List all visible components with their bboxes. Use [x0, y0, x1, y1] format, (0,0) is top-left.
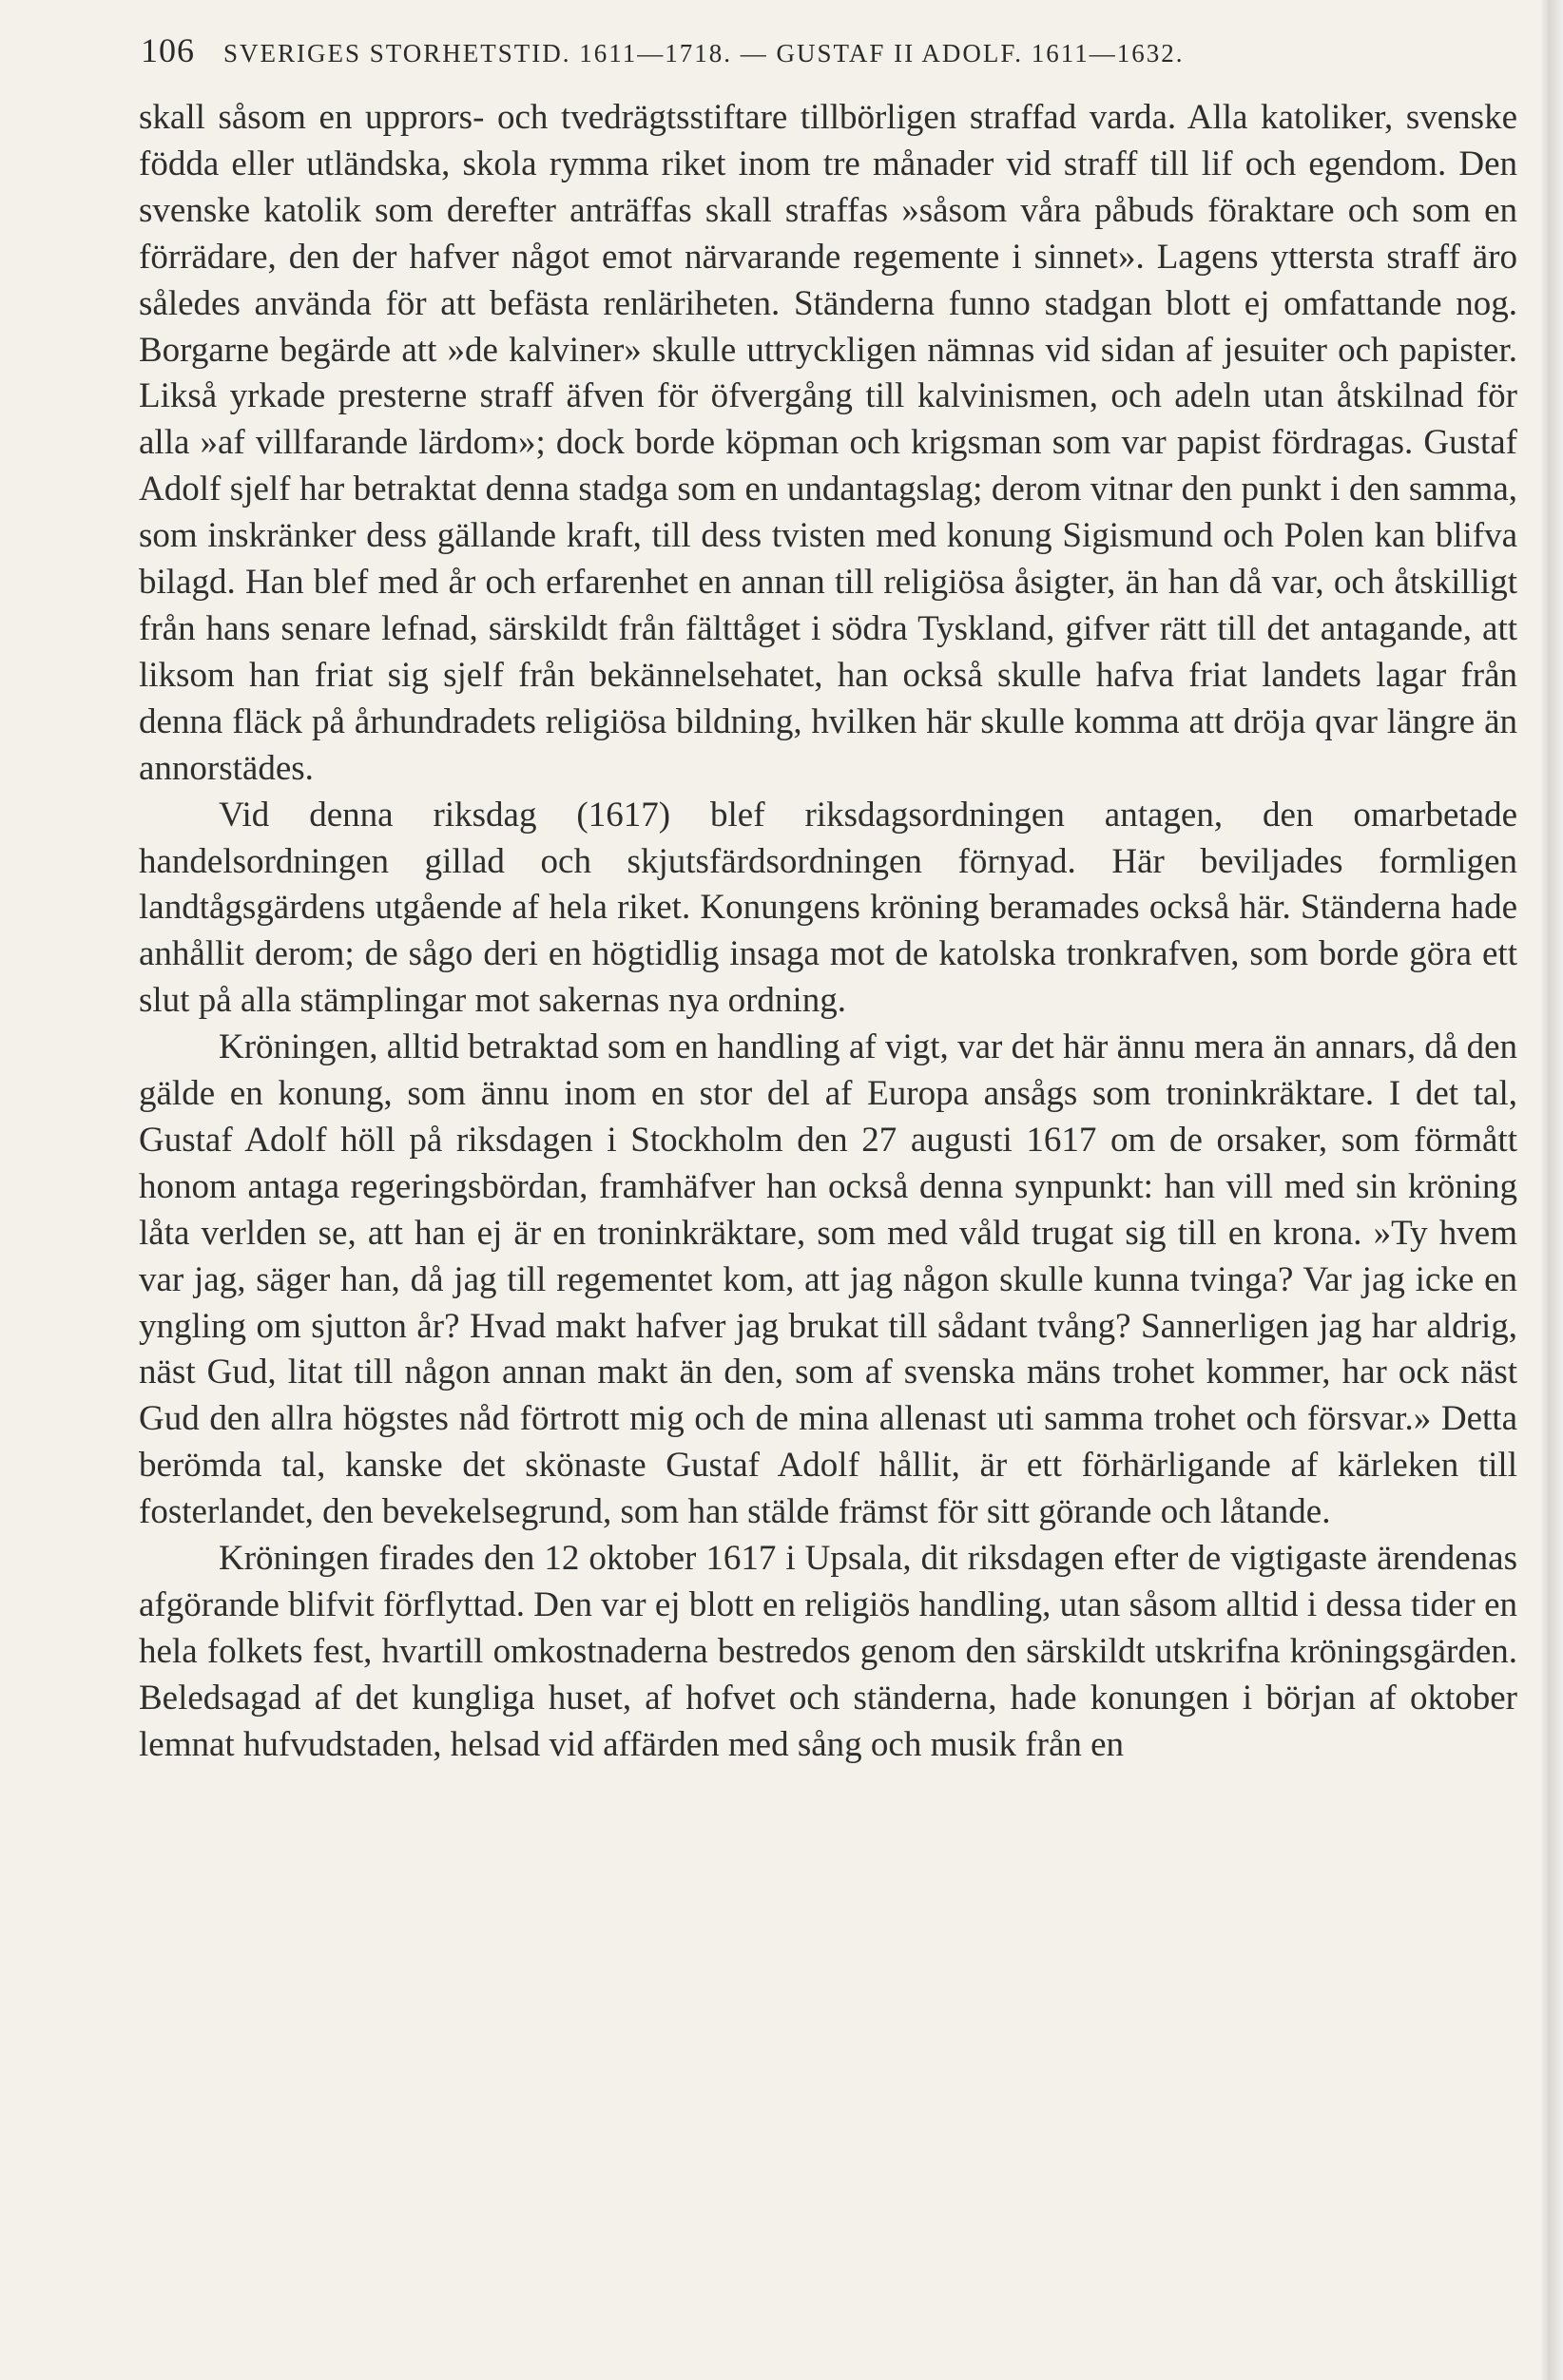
- paragraph-2: Vid denna riksdag (1617) blef riksdagsordningen antagen, den omarbetade handelsordningen gillad och skjutsfärdsordningen förnyad. Här beviljades formligen landtågsgärdens utgående af hela riket. Konungens kröning beramades också här. Ständerna hade anhållit derom; de sågo deri en högtidlig insaga mot de katolska tronkrafven, som borde göra ett slut på alla stämplingar mot sakernas nya ordning.: [139, 795, 1517, 1021]
- page-header: [141, 30, 1510, 84]
- body-text: [139, 95, 1517, 1769]
- running-title: SVERIGES STORHETSTID. 1611—1718. — GUSTAF II ADOLF. 1611—1632.: [223, 39, 1185, 67]
- paragraph-3: Kröningen, alltid betraktad som en handling af vigt, var det här ännu mera än annars, då den gälde en konung, som ännu inom en stor del af Europa ansågs som troninkräktare. I det tal, Gustaf Adolf höll på riksdagen i Stockholm den 27 augusti 1617 om de orsaker, som förmått honom antaga regeringsbördan, framhäfver han också denna synpunkt: han vill med sin kröning låta verlden se, att han ej är en troninkräktare, som med våld trugat sig till en krona. »Ty hvem var jag, säger han, då jag till regementet kom, att jag någon skulle kunna tvinga? Var jag icke en yngling om sjutton år? Hvad makt hafver jag brukat till sådant tvång? Sannerligen jag har aldrig, näst Gud, litat till någon annan makt än den, som af svenska mäns trohet kommer, har ock näst Gud den allra högstes nåd förtrott mig och de mina allenast uti samma trohet och försvar.» Detta berömda tal, kanske det skönaste Gustaf Adolf hållit, är ett förhärligande af kärleken till fosterlandet, den bevekelsegrund, som han stälde främst för sitt görande och låtande.: [139, 1027, 1517, 1532]
- paragraph-1: skall såsom en upprors- och tvedrägtsstiftare tillbörligen straffad varda. Alla katoliker, svenske födda eller utländska, skola rymma riket inom tre månader vid straff till lif och egendom. Den svenske katolik som derefter anträffas skall straffas »såsom våra påbuds föraktare och som en förrädare, den der hafver något emot närvarande regemente i sinnet». Lagens yttersta straff äro således använda för att befästa renläriheten. Ständerna funno stadgan blott ej omfattande nog. Borgarne begärde att »de kalviner» skulle uttryckligen nämnas vid sidan af jesuiter och papister. Likså yrkade presterne straff äfven för öfvergång till kalvinismen, och adeln utan åtskilnad för alla »af villfarande lärdom»; dock borde köpman och krigsman som var papist fördragas. Gustaf Adolf sjelf har betraktat denna stadga som en undantagslag; derom vitnar den punkt i den samma, som inskränker dess gällande kraft, till dess tvisten med konung Sigismund och Polen kan blifva bilagd. Han blef med år och erfarenhet en annan till religiösa åsigter, än han då var, och åtskilligt från hans senare lefnad, särskildt från fälttåget i södra Tyskland, gifver rätt till det antagande, att liksom han friat sig sjelf från bekännelsehatet, han också skulle hafva friat landets lagar från denna fläck på århundradets religiösa bildning, hvilken här skulle komma att dröja qvar längre än annorstädes.: [139, 98, 1517, 788]
- paragraph-4: Kröningen firades den 12 oktober 1617 i Upsala, dit riksdagen efter de vigtigaste ärendenas afgörande blifvit förflyttad. Den var ej blott en religiös handling, utan såsom alltid i dessa tider en hela folkets fest, hvartill omkostnaderna bestredos genom den särskildt utskrifna kröningsgärden. Beledsagad af det kungliga huset, af hofvet och ständerna, hade konungen i början af oktober lemnat hufvudstaden, helsad vid affärden med sång och musik från en: [139, 1539, 1517, 1764]
- page-edge: [1540, 0, 1563, 2380]
- page-number: 106: [141, 31, 195, 69]
